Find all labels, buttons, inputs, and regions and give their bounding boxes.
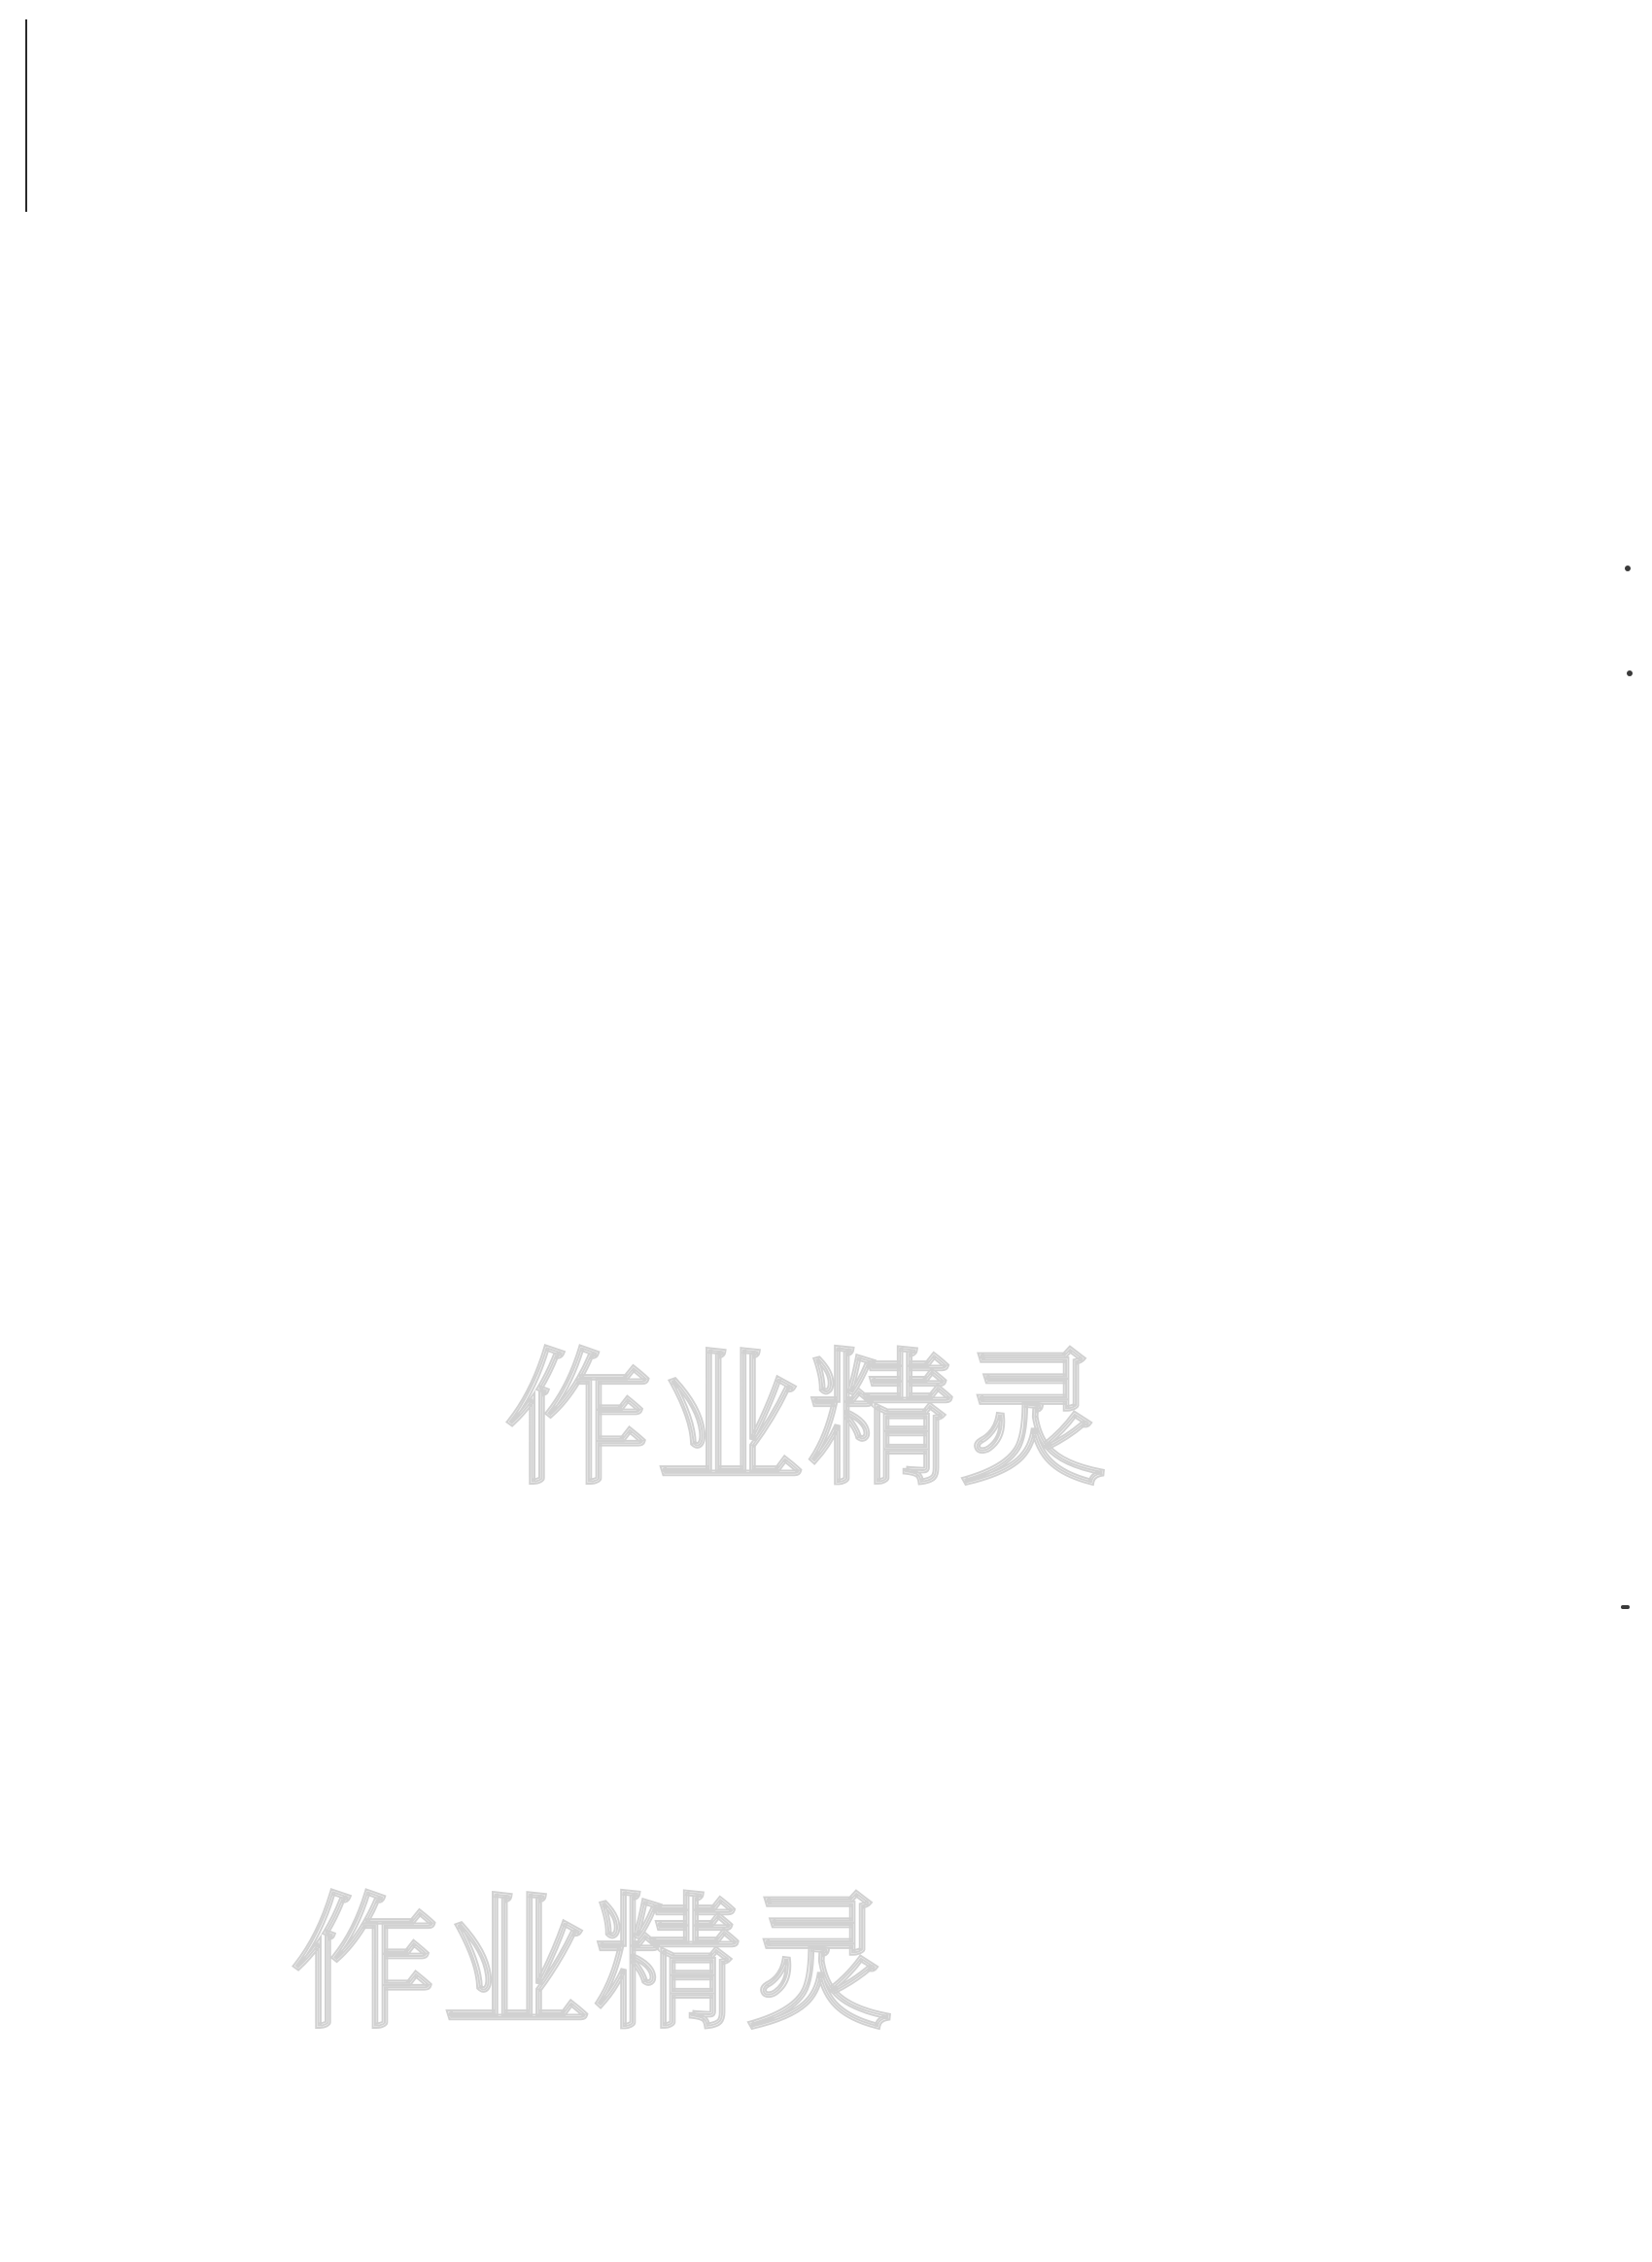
answer-line-13 (225, 287, 1508, 327)
answer-line-12 (225, 246, 1508, 287)
scan-speck (1625, 566, 1631, 571)
answer-line-11 (225, 165, 1508, 206)
watermark-upper: 作业精灵 (505, 1336, 1113, 1505)
watermark-lower: 作业精灵 (292, 1880, 899, 2049)
answer-content (225, 165, 1508, 505)
reference-answer-label (225, 463, 1508, 505)
unit-title (225, 326, 1508, 420)
listening-material-label (225, 420, 1508, 463)
page-footer (0, 2068, 1652, 2098)
scan-speck (1627, 670, 1633, 676)
binding-edge-line (25, 19, 27, 212)
answer-line-11-row2 (225, 206, 1508, 247)
scan-speck (1621, 1605, 1630, 1609)
